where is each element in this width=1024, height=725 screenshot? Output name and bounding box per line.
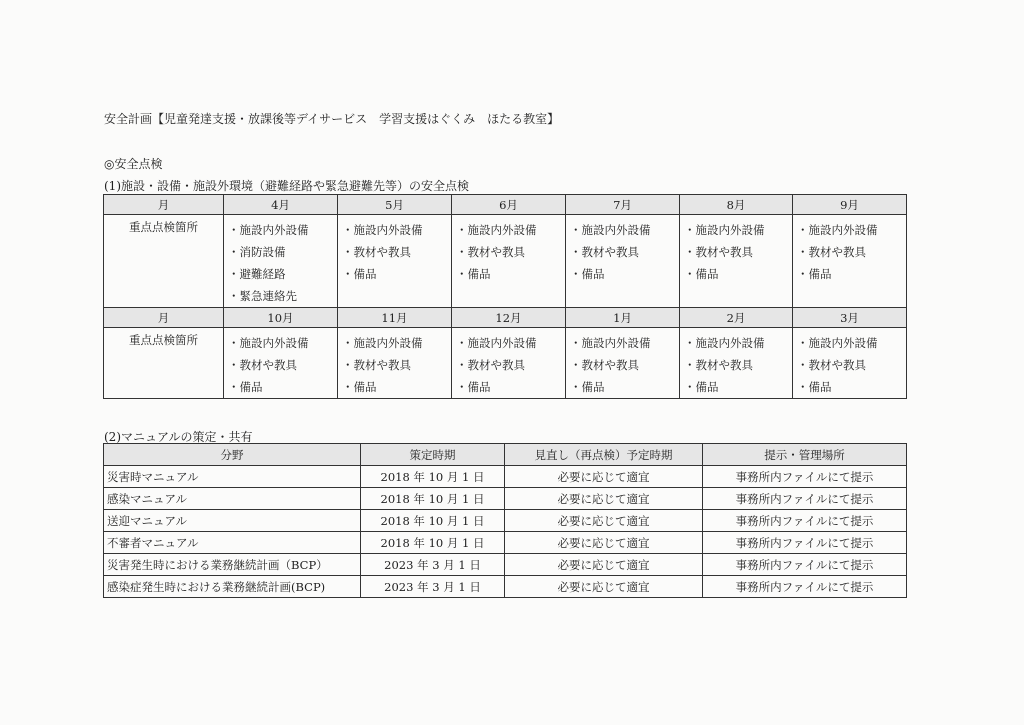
review-schedule: 必要に応じて適宜 <box>505 466 703 488</box>
inspection-item: ・ 備品 <box>342 376 451 398</box>
inspection-item: ・ 備品 <box>570 263 679 285</box>
row-label: 重点点検箇所 <box>104 215 224 308</box>
inspection-item: ・ 教材や教具 <box>684 354 792 376</box>
table-row <box>104 510 907 532</box>
column-header: 策定時期 <box>361 444 505 466</box>
inspection-table <box>103 194 907 399</box>
inspection-item: ・ 施設内外設備 <box>342 219 451 241</box>
storage-location: 事務所内ファイルにて提示 <box>703 532 907 554</box>
inspection-item: ・ 施設内外設備 <box>228 219 337 241</box>
inspection-item: ・ 教材や教具 <box>570 354 679 376</box>
manual-name: 災害時マニュアル <box>104 466 361 488</box>
inspection-item: ・ 施設内外設備 <box>797 332 906 354</box>
storage-location: 事務所内ファイルにて提示 <box>703 554 907 576</box>
column-header: 見直し（再点検）予定時期 <box>505 444 703 466</box>
created-date: 2023 年 3 月 1 日 <box>361 576 505 598</box>
inspection-item: ・ 教材や教具 <box>797 241 906 263</box>
inspection-item: ・ 教材や教具 <box>797 354 906 376</box>
inspection-cell <box>793 328 907 399</box>
inspection-items-row <box>104 328 907 399</box>
inspection-item: ・ 施設内外設備 <box>684 219 792 241</box>
manual-name: 災害発生時における業務継続計画（BCP） <box>104 554 361 576</box>
inspection-item: ・ 備品 <box>797 263 906 285</box>
manual-table <box>103 443 907 598</box>
inspection-item: ・ 施設内外設備 <box>228 332 337 354</box>
inspection-cell <box>224 328 338 399</box>
inspection-cell <box>680 328 793 399</box>
inspection-item: ・ 備品 <box>342 263 451 285</box>
table-row <box>104 488 907 510</box>
inspection-item: ・ 施設内外設備 <box>684 332 792 354</box>
manual-header-row <box>104 444 907 466</box>
month-header: 2月 <box>680 308 793 328</box>
manual-name: 送迎マニュアル <box>104 510 361 532</box>
inspection-item: ・ 施設内外設備 <box>797 219 906 241</box>
review-schedule: 必要に応じて適宜 <box>505 532 703 554</box>
created-date: 2018 年 10 月 1 日 <box>361 532 505 554</box>
inspection-item: ・ 備品 <box>797 376 906 398</box>
month-header: 5月 <box>338 195 452 215</box>
month-header-row <box>104 308 907 328</box>
inspection-cell <box>566 328 680 399</box>
inspection-item: ・ 施設内外設備 <box>456 332 565 354</box>
inspection-item: ・ 教材や教具 <box>456 241 565 263</box>
inspection-cell <box>338 328 452 399</box>
storage-location: 事務所内ファイルにて提示 <box>703 466 907 488</box>
created-date: 2018 年 10 月 1 日 <box>361 488 505 510</box>
manual-name: 感染症発生時における業務継続計画(BCP) <box>104 576 361 598</box>
inspection-cell <box>338 215 452 308</box>
table-row <box>104 466 907 488</box>
table-row <box>104 532 907 554</box>
inspection-item: ・ 備品 <box>570 376 679 398</box>
inspection-item: ・ 緊急連絡先 <box>228 285 337 307</box>
inspection-item: ・ 備品 <box>456 263 565 285</box>
month-header-row <box>104 195 907 215</box>
manual-heading: (2)マニュアルの策定・共有 <box>104 430 253 444</box>
inspection-item: ・ 備品 <box>684 263 792 285</box>
created-date: 2018 年 10 月 1 日 <box>361 466 505 488</box>
inspection-item: ・ 備品 <box>228 376 337 398</box>
month-header: 10月 <box>224 308 338 328</box>
created-date: 2023 年 3 月 1 日 <box>361 554 505 576</box>
inspection-items-row <box>104 215 907 308</box>
month-header-label: 月 <box>104 308 224 328</box>
review-schedule: 必要に応じて適宜 <box>505 488 703 510</box>
month-header: 9月 <box>793 195 907 215</box>
inspection-item: ・ 教材や教具 <box>456 354 565 376</box>
manual-name: 不審者マニュアル <box>104 532 361 554</box>
column-header: 提示・管理場所 <box>703 444 907 466</box>
inspection-item: ・ 備品 <box>684 376 792 398</box>
inspection-item: ・ 教材や教具 <box>684 241 792 263</box>
inspection-item: ・ 消防設備 <box>228 241 337 263</box>
section-heading: ◎安全点検 <box>104 157 163 171</box>
inspection-item: ・ 教材や教具 <box>342 354 451 376</box>
month-header: 3月 <box>793 308 907 328</box>
inspection-item: ・ 施設内外設備 <box>456 219 565 241</box>
column-header: 分野 <box>104 444 361 466</box>
review-schedule: 必要に応じて適宜 <box>505 554 703 576</box>
month-header-label: 月 <box>104 195 224 215</box>
month-header: 6月 <box>452 195 566 215</box>
month-header: 4月 <box>224 195 338 215</box>
storage-location: 事務所内ファイルにて提示 <box>703 576 907 598</box>
inspection-item: ・ 施設内外設備 <box>570 332 679 354</box>
storage-location: 事務所内ファイルにて提示 <box>703 510 907 532</box>
review-schedule: 必要に応じて適宜 <box>505 576 703 598</box>
inspection-heading: (1)施設・設備・施設外環境（避難経路や緊急避難先等）の安全点検 <box>104 179 470 193</box>
inspection-item: ・ 備品 <box>456 376 565 398</box>
inspection-item: ・ 教材や教具 <box>228 354 337 376</box>
inspection-cell <box>224 215 338 308</box>
table-row <box>104 554 907 576</box>
created-date: 2018 年 10 月 1 日 <box>361 510 505 532</box>
table-row <box>104 576 907 598</box>
month-header: 1月 <box>566 308 680 328</box>
inspection-item: ・ 施設内外設備 <box>342 332 451 354</box>
storage-location: 事務所内ファイルにて提示 <box>703 488 907 510</box>
month-header: 12月 <box>452 308 566 328</box>
month-header: 8月 <box>680 195 793 215</box>
inspection-cell <box>680 215 793 308</box>
inspection-cell <box>452 215 566 308</box>
review-schedule: 必要に応じて適宜 <box>505 510 703 532</box>
month-header: 7月 <box>566 195 680 215</box>
inspection-cell <box>793 215 907 308</box>
inspection-item: ・ 教材や教具 <box>570 241 679 263</box>
inspection-cell <box>566 215 680 308</box>
month-header: 11月 <box>338 308 452 328</box>
inspection-item: ・ 施設内外設備 <box>570 219 679 241</box>
inspection-item: ・ 教材や教具 <box>342 241 451 263</box>
inspection-item: ・ 避難経路 <box>228 263 337 285</box>
document-title: 安全計画【児童発達支援・放課後等デイサービス 学習支援はぐくみ ほたる教室】 <box>104 112 560 126</box>
manual-name: 感染マニュアル <box>104 488 361 510</box>
row-label: 重点点検箇所 <box>104 328 224 399</box>
inspection-cell <box>452 328 566 399</box>
